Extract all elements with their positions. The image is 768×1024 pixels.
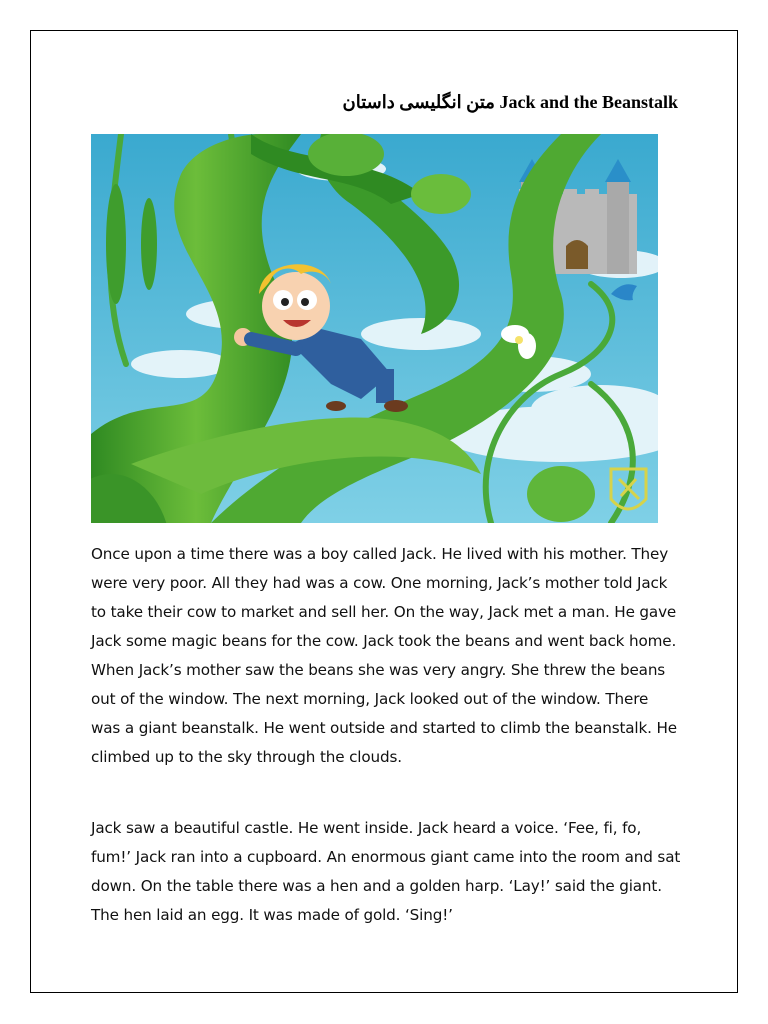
story-paragraph-2: Jack saw a beautiful castle. He went inside. Jack heard a voice. ‘Fee, fi, fo, fum!’ Jack ran into a cupboard. An enormous giant came into the room and sat down. On the table there was a hen and a golden harp. ‘Lay!’ said the giant. The hen laid an egg. It was made of gold. ‘Sing!’ [91,819,681,924]
story-paragraph-1: Once upon a time there was a boy called Jack. He lived with his mother. They were very poor. All they had was a cow. One morning, Jack’s mother told Jack to take their cow to market and sell her. On the way, Jack met a man. He gave Jack some magic beans for the cow. Jack took the beans and went back home. When Jack’s mother saw the beans she was very angry. She threw the beans out of the window. The next morning, Jack looked out of the window. There was a giant beanstalk. He went outside and started to climb the beanstalk. He climbed up to the sky through the clouds. [91,545,677,766]
story-illustration [91,134,658,523]
beanstalk-illustration [91,134,658,523]
page-title: متن انگلیسی داستان Jack and the Beanstalk [342,92,678,112]
